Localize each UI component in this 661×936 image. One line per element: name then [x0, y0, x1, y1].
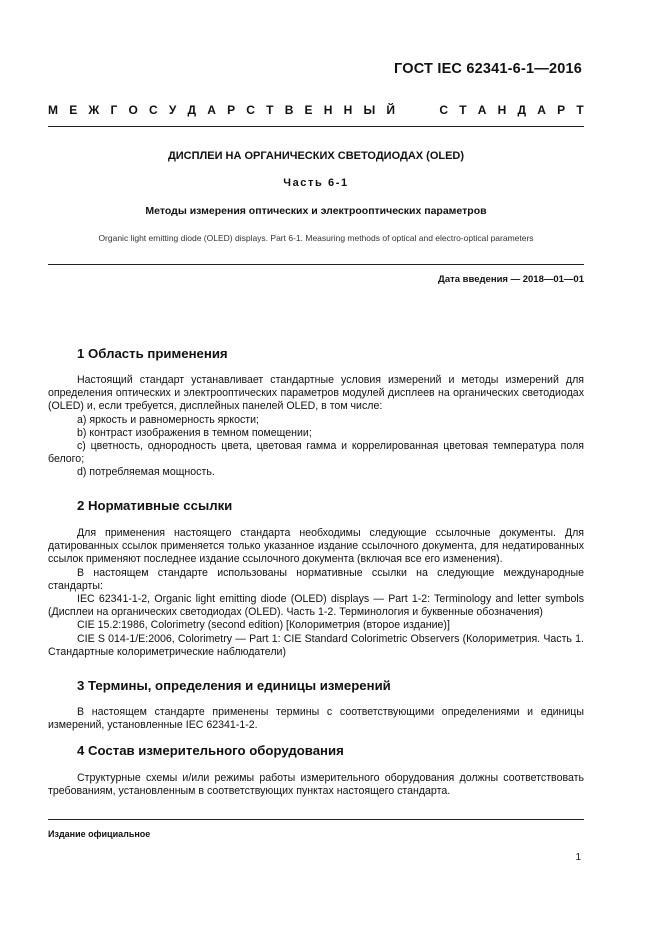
- list-item: b) контраст изображения в темном помещении;: [77, 426, 312, 439]
- paragraph: Для применения настоящего стандарта необходимы следующие ссылочные документы. Для датированных ссылок применяется только указанное издание ссылочного документа, для недатированных ссылок применяют последнее издание ссылочного документа (включая все его изменения).: [48, 527, 584, 566]
- banner-letter: О: [128, 103, 138, 117]
- list-item: d) потребляемая мощность.: [77, 466, 215, 479]
- banner-gap: [406, 103, 428, 117]
- banner-letter: Г: [110, 103, 118, 117]
- paragraph: Настоящий стандарт устанавливает стандартные условия измерений и методы измерений для определения оптических и электрооптических параметров модулей дисплеев на органических светодиодах (OLED) и, если требуется, дисплейных панелей OLED, в том числе:: [48, 374, 584, 413]
- paragraph: В настоящем стандарте применены термины с соответствующими определениями и единицы измерений, установленные IEC 62341-1-2.: [48, 706, 584, 732]
- introduction-date: Дата введения — 2018—01—01: [438, 274, 584, 285]
- banner-letter: Н: [323, 103, 333, 117]
- banner-letter: Р: [557, 103, 566, 117]
- banner-letter: Е: [304, 103, 313, 117]
- banner-letter: А: [537, 103, 546, 117]
- banner-letter: С: [148, 103, 158, 117]
- banner-letter: Е: [69, 103, 78, 117]
- banner-letter: Ж: [88, 103, 100, 117]
- banner-letter: Т: [576, 103, 584, 117]
- page-number: 1: [575, 852, 581, 863]
- banner-letter: Р: [227, 103, 236, 117]
- banner-letter: Й: [386, 103, 396, 117]
- banner-letter: У: [168, 103, 177, 117]
- banner-letter: Д: [517, 103, 527, 117]
- document-part: Часть 6-1: [283, 177, 349, 189]
- footer-rule: [48, 819, 584, 820]
- document-subtitle: Методы измерения оптических и электрооптических параметров: [145, 205, 487, 217]
- section-body: [48, 374, 584, 480]
- banner-letter: М: [48, 103, 58, 117]
- section-heading: 4 Состав измерительного оборудования: [77, 743, 344, 758]
- banner-letter: Н: [343, 103, 353, 117]
- paragraph: Структурные схемы и/или режимы работы измерительного оборудования должны соответствовать требованиям, установленным в соответствующих пунктах настоящего стандарта.: [48, 772, 584, 798]
- reference-item: CIE 15.2:1986, Colorimetry (second edition) [Колориметрия (второе издание)]: [77, 619, 450, 632]
- banner-letter: В: [284, 103, 294, 117]
- banner-letter: С: [439, 103, 449, 117]
- banner-letter: Н: [497, 103, 507, 117]
- paragraph: В настоящем стандарте использованы нормативные ссылки на следующие международные стандарты:: [48, 566, 584, 592]
- banner-letter: Д: [187, 103, 197, 117]
- banner-letter: С: [246, 103, 255, 117]
- reference-item: CIE S 014-1/E:2006, Colorimetry — Part 1: CIE Standard Colorimetric Observers (Колориметрия. Часть 1. Стандартные колориметрические наблюдатели): [48, 632, 584, 658]
- list-item: c) цветность, однородность цвета, цветовая гамма и коррелированная цветовая температура поля белого;: [48, 440, 584, 466]
- section-heading: 1 Область применения: [77, 346, 228, 361]
- section-body: [48, 706, 584, 732]
- document-title: ДИСПЛЕИ НА ОРГАНИЧЕСКИХ СВЕТОДИОДАХ (OLED): [167, 150, 465, 162]
- interstate-standard-banner: [48, 103, 584, 117]
- english-title: Organic light emitting diode (OLED) displays. Part 6-1. Measuring methods of optical and electro-optical parameters: [98, 233, 534, 243]
- section-body: [48, 527, 584, 659]
- title-rule: [48, 264, 584, 265]
- list-item: a) яркость и равномерность яркости;: [77, 413, 259, 426]
- section-heading: 2 Нормативные ссылки: [77, 498, 233, 513]
- banner-letter: Ы: [363, 103, 376, 117]
- reference-item: IEC 62341-1-2, Organic light emitting diode (OLED) displays — Part 1-2: Terminology and letter symbols (Дисплеи на органических светодиодах (OLED). Часть 1-2. Терминология и буквенные обозначения): [48, 593, 584, 619]
- edition-note: Издание официальное: [48, 829, 151, 839]
- banner-letter: А: [477, 103, 487, 117]
- banner-letter: Т: [266, 103, 274, 117]
- section-heading: 3 Термины, определения и единицы измерений: [77, 678, 391, 693]
- banner-letter: А: [207, 103, 216, 117]
- standard-id: ГОСТ IEC 62341-6-1—2016: [394, 61, 582, 77]
- banner-letter: Т: [459, 103, 467, 117]
- header-rule: [48, 126, 584, 127]
- section-body: [48, 772, 584, 798]
